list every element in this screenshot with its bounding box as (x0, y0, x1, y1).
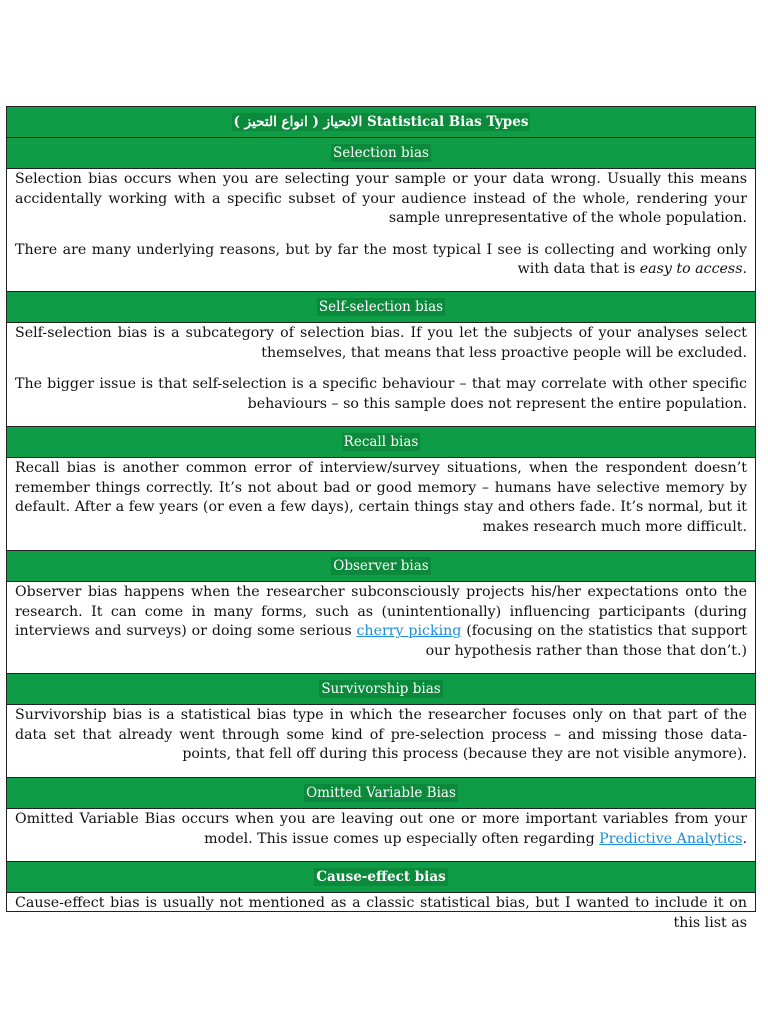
paragraph-after-link: . (742, 830, 747, 847)
paragraph (15, 324, 747, 363)
section-body-observer-bias (7, 582, 755, 674)
paragraph-text (15, 584, 747, 659)
section-heading-recall-bias (7, 427, 755, 458)
paragraph (15, 459, 747, 537)
predictive-analytics-link[interactable]: Predictive Analytics (599, 830, 743, 847)
section-heading-text: Recall bias (343, 434, 419, 450)
section-heading-selection-bias (7, 138, 755, 169)
section-heading-omitted-variable-bias (7, 778, 755, 809)
table-title-text: ( انواع التحيز ) الانحياز Statistical Bias Types (233, 114, 529, 130)
paragraph-before-link: Omitted Variable Bias occurs when you are leaving out one or more important variables from your model. This issue comes up especially often regarding (15, 811, 747, 847)
section-heading-text: Self-selection bias (318, 299, 444, 315)
paragraph-text: Self-selection bias is a subcategory of selection bias. If you let the subjects of your analyses select themselves, that means that less proactive people will be excluded. (15, 325, 747, 361)
paragraph-text: Cause-effect bias is usually not mentioned as a classic statistical bias, but I wanted to include it on this list as (15, 895, 747, 931)
section-body-omitted-variable-bias (7, 809, 755, 862)
section-body-survivorship-bias (7, 705, 755, 778)
paragraph-before-link: Observer bias happens when the researcher subconsciously projects his/her expectations onto the research. It can come in many forms, such as (unintentionally) influencing participants (during interviews and surveys) or doing some serious (15, 584, 747, 640)
paragraph-text (15, 242, 747, 278)
paragraph-text: Survivorship bias is a statistical bias type in which the researcher focuses only on that part of the data set that already went through some kind of pre-selection process – and missing those data-points, that fell off during this process (because they are not visible anymore). (15, 707, 747, 763)
paragraph (15, 375, 747, 414)
section-heading-text: Observer bias (333, 558, 429, 574)
paragraph (15, 810, 747, 849)
section-heading-survivorship-bias (7, 674, 755, 705)
section-heading-text: Survivorship bias (321, 681, 441, 697)
paragraph-main-text: There are many underlying reasons, but by far the most typical I see is collecting and working only with data that is (15, 241, 747, 278)
paragraph-end: . (742, 261, 747, 278)
section-heading-text: Omitted Variable Bias (306, 785, 456, 801)
section-heading-text: Selection bias (333, 145, 429, 161)
section-body-cause-effect-bias (7, 893, 755, 933)
paragraph-text: The bigger issue is that self-selection is a specific behaviour – that may correlate with other specific behaviours – so this sample does not represent the entire population. (15, 376, 747, 412)
section-heading-cause-effect-bias (7, 862, 755, 893)
paragraph-after-link: (focusing on the statistics that support our hypothesis rather than those that don’t.) (425, 623, 747, 659)
paragraph (15, 170, 747, 229)
section-heading-self-selection-bias (7, 292, 755, 323)
cherry-picking-link[interactable]: cherry picking (356, 623, 462, 640)
section-body-self-selection-bias (7, 323, 755, 427)
section-heading-text: Cause-effect bias (316, 869, 446, 885)
paragraph-text: Selection bias occurs when you are selecting your sample or your data wrong. Usually this means accidentally working with a specific subset of your audience instead of the whole, rendering your sample unrepresentative of the whole population. (15, 171, 747, 227)
paragraph (15, 894, 747, 933)
paragraph (15, 241, 747, 280)
paragraph (15, 583, 747, 661)
paragraph-text: Recall bias is another common error of interview/survey situations, when the respondent doesn’t remember things correctly. It’s not about bad or good memory – humans have selective memory by default. After a few years (or even a few days), certain things stay and others fade. It’s normal, but it makes research much more difficult. (15, 460, 747, 535)
paragraph (15, 706, 747, 765)
table-title (7, 107, 755, 138)
paragraph-text (15, 811, 747, 847)
bias-types-table (6, 106, 756, 931)
section-body-selection-bias (7, 169, 755, 292)
section-heading-observer-bias (7, 551, 755, 582)
emphasis-text: easy to access (639, 261, 743, 278)
section-body-recall-bias (7, 458, 755, 551)
